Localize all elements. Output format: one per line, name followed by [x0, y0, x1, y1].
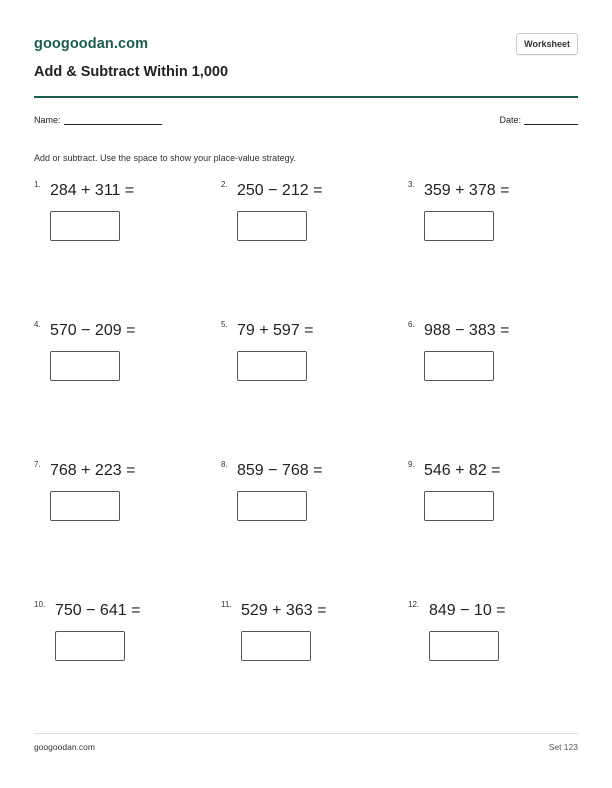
- problem-number: 2.: [221, 180, 228, 189]
- problem-expression: 570 − 209 =: [50, 322, 136, 339]
- problem-number: 4.: [34, 320, 41, 329]
- problem-7: [34, 460, 204, 540]
- answer-box[interactable]: [429, 631, 499, 661]
- problem-number: 11.: [221, 600, 232, 609]
- problem-expression: 250 − 212 =: [237, 182, 323, 199]
- instructions-text: Add or subtract. Use the space to show your place-value strategy.: [34, 153, 296, 163]
- answer-box[interactable]: [237, 211, 307, 241]
- problem-6: [408, 320, 578, 400]
- problem-expression: 768 + 223 =: [50, 462, 136, 479]
- problem-expression: 546 + 82 =: [424, 462, 501, 479]
- answer-box[interactable]: [424, 351, 494, 381]
- problem-4: [34, 320, 204, 400]
- problem-expression: 859 − 768 =: [237, 462, 323, 479]
- problem-1: [34, 180, 204, 260]
- problem-number: 3.: [408, 180, 415, 189]
- page-title: Add & Subtract Within 1,000: [34, 64, 229, 80]
- problem-expression: 79 + 597 =: [237, 322, 314, 339]
- problem-expression: 359 + 378 =: [424, 182, 510, 199]
- problem-8: [221, 460, 391, 540]
- problem-number: 6.: [408, 320, 415, 329]
- name-label: Name:: [34, 115, 61, 125]
- worksheet-badge: Worksheet: [516, 33, 578, 55]
- answer-box[interactable]: [50, 211, 120, 241]
- answer-box[interactable]: [50, 491, 120, 521]
- problem-9: [408, 460, 578, 540]
- answer-box[interactable]: [424, 491, 494, 521]
- problem-expression: 988 − 383 =: [424, 322, 510, 339]
- problem-11: [221, 600, 391, 680]
- answer-box[interactable]: [237, 351, 307, 381]
- problem-expression: 284 + 311 =: [50, 182, 135, 199]
- problem-number: 9.: [408, 460, 415, 469]
- problem-5: [221, 320, 391, 400]
- problem-number: 8.: [221, 460, 228, 469]
- problem-2: [221, 180, 391, 260]
- date-field[interactable]: [499, 114, 578, 125]
- footer-site: googoodan.com: [34, 742, 95, 752]
- answer-box[interactable]: [237, 491, 307, 521]
- problem-number: 12.: [408, 600, 420, 609]
- problem-12: [408, 600, 578, 680]
- footer-divider: [34, 733, 578, 734]
- name-field[interactable]: [34, 114, 162, 125]
- name-blank-line[interactable]: [64, 114, 162, 125]
- problem-number: 7.: [34, 460, 41, 469]
- problem-number: 10.: [34, 600, 46, 609]
- answer-box[interactable]: [50, 351, 120, 381]
- answer-box[interactable]: [424, 211, 494, 241]
- date-label: Date:: [499, 115, 521, 125]
- title-divider: [34, 96, 578, 98]
- answer-box[interactable]: [241, 631, 311, 661]
- problem-expression: 750 − 641 =: [55, 602, 141, 619]
- problem-3: [408, 180, 578, 260]
- problem-number: 1.: [34, 180, 41, 189]
- answer-box[interactable]: [55, 631, 125, 661]
- problem-number: 5.: [221, 320, 228, 329]
- problem-10: [34, 600, 204, 680]
- problem-expression: 849 − 10 =: [429, 602, 506, 619]
- date-blank-line[interactable]: [524, 114, 578, 125]
- brand-logo-text: googoodan.com: [34, 36, 149, 52]
- problem-expression: 529 + 363 =: [241, 602, 327, 619]
- footer-set-label: Set 123: [548, 742, 578, 752]
